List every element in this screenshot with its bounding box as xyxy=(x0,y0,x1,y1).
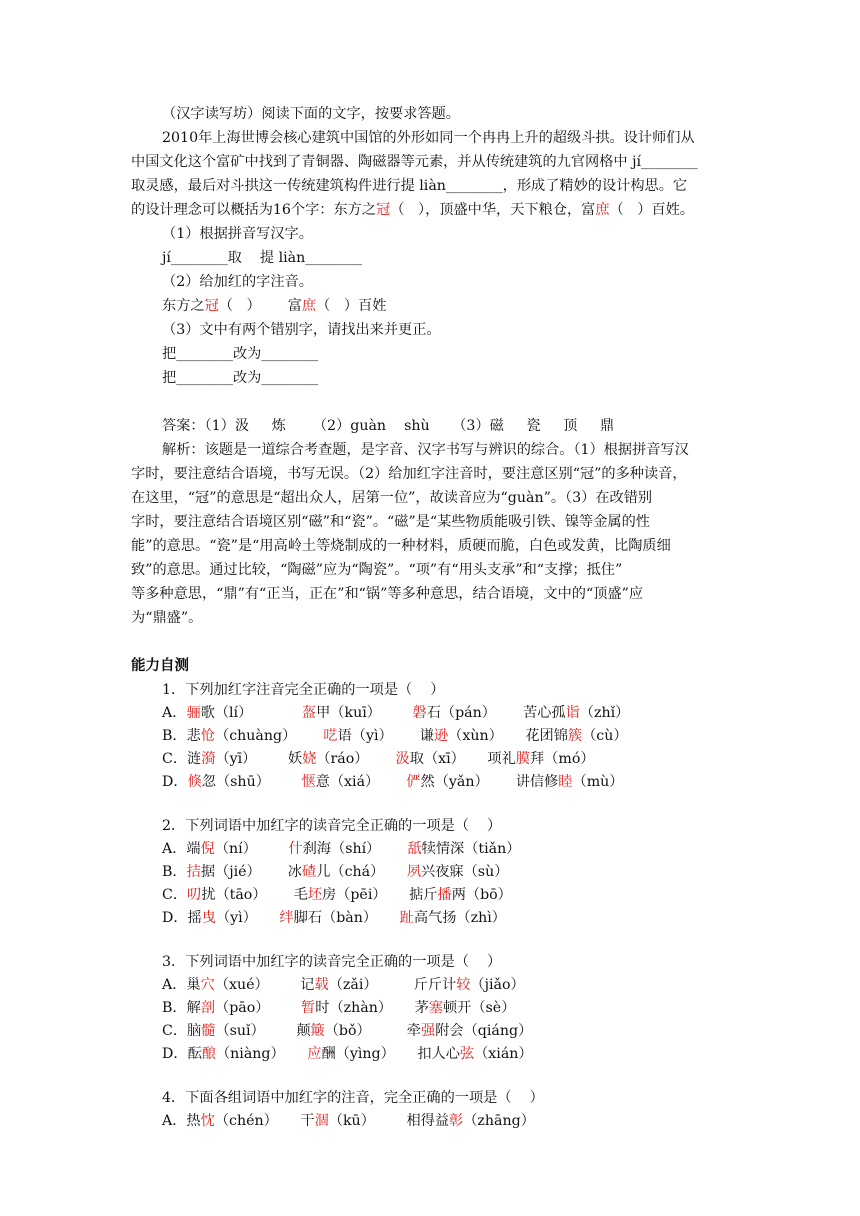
text-run: （zhāng） xyxy=(463,1113,535,1129)
text-run: （mù） xyxy=(572,774,624,790)
text-run: 刹海（shí） xyxy=(302,841,408,857)
text-run: （ ），顶盛中华，天下粮仓，富 xyxy=(390,202,596,218)
analysis-line: 等多种意思，“鼎”有“正当，正在”和“锅”等多种意思，结合语境，文中的“顶盛”应 xyxy=(131,586,644,602)
analysis-line: 解析：该题是一道综合考查题，是字音、汉字书写与辨识的综合。（1）根据拼音写汉 xyxy=(162,442,689,458)
red-char: 什 xyxy=(288,841,303,857)
passage-line: 2010年上海世博会核心建筑中国馆的外形如同一个冉冉上升的超级斗拱。设计师们从 xyxy=(162,130,695,146)
red-char: 舐 xyxy=(407,841,422,857)
analysis-line: 字时，要注意结合语境区别“磁”和“瓷”。“磁”是“某些物质能吸引铁、镍等金属的性 xyxy=(131,514,650,530)
text-run: （chuàng） xyxy=(215,728,324,744)
red-char: 漪 xyxy=(201,751,216,767)
text-run: 扰（tāo） 毛 xyxy=(201,887,308,903)
red-char: 载 xyxy=(314,977,329,993)
text-run: 据（jié） 冰 xyxy=(200,864,302,880)
passage-line xyxy=(131,200,694,220)
analysis-line: 能”的意思。“瓷”是“用高岭土等烧制成的一种材料，质硬而脆，白色或发黄，比陶质细 xyxy=(131,538,671,554)
text-run: 石（pán） 苦心孤 xyxy=(426,705,566,721)
text-run: （yī） 妖 xyxy=(215,751,303,767)
red-char: 较 xyxy=(456,977,471,993)
text-run: 兴夜寐（sù） xyxy=(421,864,509,880)
text-run: 附会（qiáng） xyxy=(435,1023,533,1039)
section-title: 能力自测 xyxy=(131,658,189,674)
option-a xyxy=(162,703,629,723)
option-d xyxy=(162,772,623,792)
text-run: （ ）百姓 xyxy=(316,298,387,314)
text-run: （xián） xyxy=(474,1046,533,1062)
red-char: 忱 xyxy=(200,1113,215,1129)
red-char: 塞 xyxy=(428,1000,443,1016)
text-run: A．端 xyxy=(162,841,201,857)
text-run: （bǒ） 牵 xyxy=(324,1023,421,1039)
text-run: 然（yǎn） 讲信修 xyxy=(420,774,559,790)
text-run: D． xyxy=(162,774,188,790)
red-char: 穴 xyxy=(200,977,215,993)
text-run: 脚石（bàn） xyxy=(293,910,400,926)
text-run: 语（yì） 谦 xyxy=(337,728,434,744)
option-b xyxy=(162,998,515,1018)
text-run: 忽（shū） xyxy=(201,774,302,790)
red-char: 绊 xyxy=(279,910,294,926)
text-run: 犊情深（tiǎn） xyxy=(421,841,521,857)
blank-line xyxy=(162,296,386,316)
red-char: 夙 xyxy=(406,864,422,880)
text-run: B．解 xyxy=(162,1000,201,1016)
red-char: 倏 xyxy=(187,774,202,790)
option-a xyxy=(162,1111,535,1131)
red-char: 酿 xyxy=(201,1046,216,1062)
text-run: C． xyxy=(162,887,188,903)
text-run: 时（zhàn） 茅 xyxy=(315,1000,429,1016)
text-run: （niàng） xyxy=(215,1046,308,1062)
text-run: （kū） 相得益 xyxy=(328,1113,450,1129)
red-char: 弦 xyxy=(459,1046,475,1062)
question-stem: 3．下列词语中加红字的读音完全正确的一项是（ ） xyxy=(162,954,502,970)
option-a xyxy=(162,975,525,995)
text-run: （xùn） 花团锦 xyxy=(448,728,568,744)
red-char: 髓 xyxy=(201,1023,216,1039)
text-run: D．酝 xyxy=(162,1046,202,1062)
text-run: A． xyxy=(162,705,187,721)
text-run: （chén） 干 xyxy=(214,1113,315,1129)
red-char: 惬 xyxy=(301,774,316,790)
red-char: 呓 xyxy=(323,728,338,744)
option-a xyxy=(162,839,520,859)
text-run: A．巢 xyxy=(162,977,201,993)
text-run: （cù） xyxy=(582,728,628,744)
question-stem: 1．下列加红字注音完全正确的一项是（ ） xyxy=(162,682,445,698)
question-title: （1）根据拼音写汉字。 xyxy=(162,226,313,242)
red-char: 播 xyxy=(437,887,452,903)
answer-line: 答案：（1）汲 炼 （2）guàn shù （3）磁 瓷 顶 鼎 xyxy=(162,418,615,434)
text-run: 意（xiá） xyxy=(315,774,407,790)
text-run: D．摇 xyxy=(162,910,202,926)
red-char: 逊 xyxy=(433,728,449,744)
red-char: 膜 xyxy=(515,751,530,767)
red-char: 碴 xyxy=(301,864,317,880)
option-b xyxy=(162,726,628,746)
text-run: 顿开（sè） xyxy=(442,1000,516,1016)
red-char: 曳 xyxy=(201,910,216,926)
red-char: 倪 xyxy=(200,841,215,857)
text-run: （yì） xyxy=(215,910,280,926)
red-char: 簸 xyxy=(310,1023,325,1039)
red-char: 骊 xyxy=(186,705,201,721)
text-run: （pāo） xyxy=(215,1000,302,1016)
red-char: 涸 xyxy=(314,1113,329,1129)
option-c xyxy=(162,1021,532,1041)
question-stem: 4．下面各组词语中加红字的注音，完全正确的一项是（ ） xyxy=(162,1090,544,1106)
text-run: 取（xī） 项礼 xyxy=(409,751,516,767)
red-char: 盔 xyxy=(301,705,317,721)
question-title: （2）给加红的字注音。 xyxy=(162,274,313,290)
text-run: 房（pēi） 掂斤 xyxy=(321,887,438,903)
red-char: 睦 xyxy=(558,774,573,790)
analysis-line: 为“鼎盛”。 xyxy=(131,610,203,626)
text-run: （xué） 记 xyxy=(214,977,315,993)
red-char: 簇 xyxy=(567,728,583,744)
text-run: 的设计理念可以概括为16个字：东方之 xyxy=(131,202,377,218)
red-char: 汲 xyxy=(395,751,410,767)
blank-line: jí________取 提 liàn________ xyxy=(162,250,363,266)
passage-line: 中国文化这个富矿中找到了青铜器、陶磁器等元素，并从传统建筑的九官网格中 jí________ xyxy=(131,154,698,170)
red-char: 庶 xyxy=(595,202,610,218)
red-char: 怆 xyxy=(200,728,216,744)
text-run: （jiǎo） xyxy=(470,977,525,993)
question-title: （3）文中有两个错别字，请找出来并更正。 xyxy=(162,322,441,338)
red-char: 彰 xyxy=(449,1113,464,1129)
red-char: 庶 xyxy=(301,298,317,314)
blank-line: 把________改为________ xyxy=(162,370,319,386)
text-run: （ ） 富 xyxy=(218,298,302,314)
red-char: 拮 xyxy=(186,864,201,880)
option-c xyxy=(162,749,595,769)
text-run: （zhǐ） xyxy=(579,705,630,721)
text-run: C．脑 xyxy=(162,1023,202,1039)
text-run: （zǎi） 斤斤计 xyxy=(328,977,457,993)
text-run: （ ）百姓。 xyxy=(609,202,694,218)
analysis-line: 在这里，“冠”的意思是“超出众人，居第一位”，故读音应为“guàn”。（3）在改错别 xyxy=(131,490,653,506)
red-char: 应 xyxy=(307,1046,322,1062)
text-run: （ráo） xyxy=(316,751,396,767)
text-run: 拜（mó） xyxy=(529,751,595,767)
passage-intro: （汉字读写坊）阅读下面的文字，按要求答题。 xyxy=(162,106,460,122)
red-char: 暂 xyxy=(301,1000,316,1016)
text-run: A．热 xyxy=(162,1113,201,1129)
red-char: 冠 xyxy=(204,298,219,314)
red-char: 冠 xyxy=(376,202,391,218)
text-run: 儿（chá） xyxy=(316,864,407,880)
red-char: 剖 xyxy=(200,1000,216,1016)
question-stem: 2．下列词语中加红字的读音完全正确的一项是（ ） xyxy=(162,818,502,834)
analysis-line: 字时，要注意结合语境，书写无误。（2）给加红字注音时，要注意区别“冠”的多种读音， xyxy=(131,466,687,482)
red-char: 趾 xyxy=(399,910,414,926)
red-char: 诣 xyxy=(565,705,580,721)
red-char: 强 xyxy=(421,1023,436,1039)
text-run: B． xyxy=(162,864,187,880)
text-run: 高气扬（zhì） xyxy=(413,910,506,926)
red-char: 俨 xyxy=(406,774,421,790)
text-run: C．涟 xyxy=(162,751,202,767)
red-char: 磐 xyxy=(412,705,427,721)
blank-line: 把________改为________ xyxy=(162,346,319,362)
option-d xyxy=(162,908,506,928)
text-run: 东方之 xyxy=(162,298,205,314)
option-d xyxy=(162,1044,533,1064)
option-b xyxy=(162,862,508,882)
red-char: 坯 xyxy=(307,887,322,903)
text-run: （suǐ） 颠 xyxy=(215,1023,311,1039)
option-c xyxy=(162,885,512,905)
passage-line: 取灵感，最后对斗拱这一传统建筑构件进行提 liàn________，形成了精妙的设计构思。它 xyxy=(131,178,688,194)
text-run: B．悲 xyxy=(162,728,201,744)
analysis-line: 致”的意思。通过比较，“陶磁”应为“陶瓷”。“项”有“用头支承”和“支撑；抵住” xyxy=(131,562,623,578)
text-run: 歌（lí） xyxy=(200,705,302,721)
text-run: （ní） xyxy=(214,841,289,857)
text-run: 两（bō） xyxy=(451,887,512,903)
text-run: 酬（yìng） 扣人心 xyxy=(321,1046,460,1062)
red-char: 叨 xyxy=(187,887,202,903)
red-char: 娆 xyxy=(302,751,317,767)
text-run: 甲（kuī） xyxy=(316,705,413,721)
